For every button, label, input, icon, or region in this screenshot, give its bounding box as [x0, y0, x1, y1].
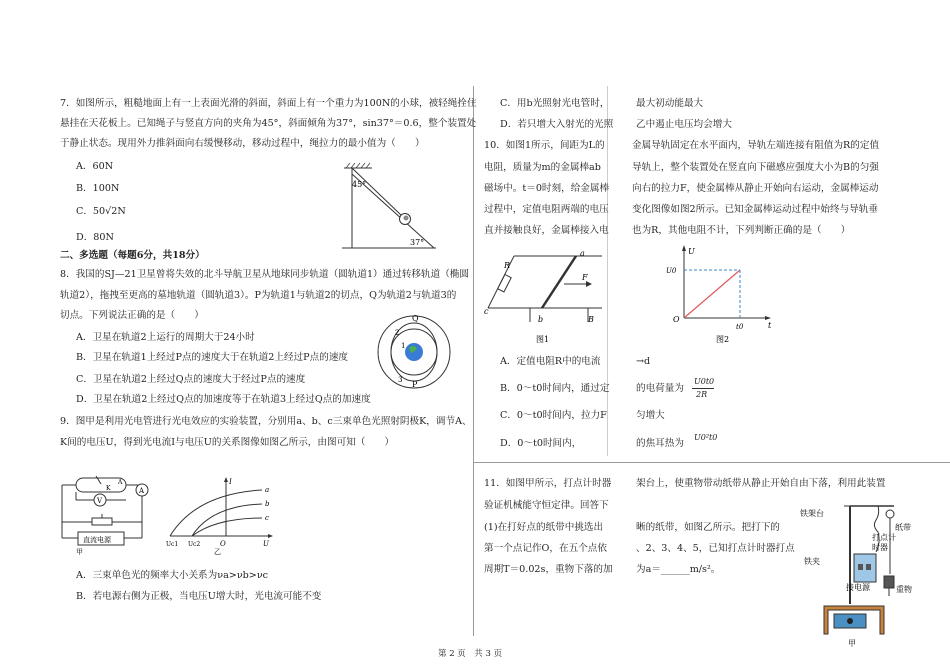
graph-uc1-label: Uc1	[166, 541, 179, 548]
weight-label: 重物	[896, 585, 912, 594]
q9-option-c: C．用b光照射光电管时，	[500, 98, 610, 109]
voltmeter-label: V	[97, 497, 103, 505]
q10-rail-figure	[484, 244, 604, 344]
power-connect-label: 接电源	[846, 583, 870, 592]
dc-power-label: 直流电源	[83, 536, 111, 544]
curve-a-label: a	[265, 486, 270, 494]
figure-yi-label: 乙	[214, 548, 221, 556]
q9-option-c-tail: 最大初动能最大	[636, 98, 704, 109]
q11-line-1: 11．如图甲所示，打点计时器	[484, 478, 612, 489]
q10-line-4: 过程中，定值电阻两端的电压	[484, 204, 609, 215]
figure-1-caption: 图1	[536, 335, 550, 344]
q10-voltage-graph	[664, 244, 774, 344]
q10-option-a-tail: →d	[636, 356, 651, 367]
q7-option-a: A．60N	[76, 161, 114, 172]
rail-f-label: F	[582, 273, 588, 282]
q11-line-3: (1)在打好点的纸带中挑选出	[484, 522, 604, 533]
figure-jia-label: 甲	[76, 548, 83, 556]
q10-option-d-fraction: U0²t0	[694, 433, 718, 442]
q11-line-5-tail: 为a＝______m/s²。	[636, 564, 721, 575]
rail-c-label: c	[484, 307, 489, 316]
q10-option-b-numerator: U0t0	[694, 377, 715, 386]
orbit-2-label: 2	[395, 329, 400, 337]
q8-orbit-figure	[374, 310, 454, 390]
curve-b-label: b	[265, 500, 270, 508]
q10-line-5-tail: 也为R，其他电阻不计，下列判断正确的是（ ）	[632, 225, 851, 236]
q9-option-d: D．若只增大入射光的光照	[500, 119, 614, 130]
q7-angle-top: 45°	[352, 180, 367, 189]
q11-apparatus-figure	[800, 494, 920, 654]
orbit-p-label: P	[412, 380, 418, 389]
q8-option-a: A．卫星在轨道2上运行的周期大于24小时	[76, 332, 255, 343]
q9-line-2: K间的电压U，得到光电流I与电压U的关系图像如图乙所示，由图可知（ ）	[60, 437, 395, 448]
graph2-u0-label: U0	[666, 267, 677, 275]
q10-option-a: A．定值电阻R中的电流	[500, 356, 601, 367]
q7-incline-figure	[338, 160, 438, 250]
q10-option-b: B．0～t0时间内，通过定	[500, 383, 610, 394]
q10-option-c-tail: 匀增大	[636, 410, 665, 421]
q9-iu-graph	[166, 474, 276, 554]
graph2-t-label: t	[768, 321, 772, 330]
q7-line-3: 于静止状态。现用外力推斜面向右缓慢移动，移动过程中，绳拉力的最小值为（ ）	[60, 138, 425, 149]
q10-option-b-tail: 的电荷量为	[636, 383, 684, 394]
q7-option-b: B．100N	[76, 183, 120, 194]
q10-option-c: C．0～t0时间内，拉力F	[500, 410, 607, 421]
figure-jia-caption: 甲	[848, 639, 856, 648]
row-divider	[474, 462, 950, 463]
q10-line-3-tail: 向右的拉力F，使金属棒从静止开始向右运动，金属棒运动	[632, 183, 879, 194]
phototube-k-label: K	[106, 485, 111, 492]
q7-line-1: 7．如图所示，粗糙地面上有一上表面光滑的斜面，斜面上有一个重力为100N的小球，被轻绳拴住	[60, 98, 477, 109]
phototube-a-label: A	[118, 479, 123, 486]
q11-line-3-tail: 晰的纸带，如图乙所示。把打下的	[636, 522, 780, 533]
curve-c-label: c	[265, 514, 269, 522]
graph2-o-label: O	[673, 315, 680, 324]
q11-line-5: 周期T＝0.02s，重物下落的加	[484, 564, 613, 575]
q10-line-2: 电阻，质量为m的金属棒ab	[484, 162, 601, 173]
rail-r-label: R	[504, 261, 511, 270]
q8-line-1: 8．我国的SJ—21卫星曾将失效的北斗导航卫星从地球同步轨道（圆轨道1）通过转移轨道（椭圆	[60, 269, 469, 280]
q9-option-a: A．三束单色光的频率大小关系为νa>νb>νc	[76, 570, 269, 581]
q10-line-1: 10．如图1所示，间距为L的	[484, 140, 605, 151]
q10-option-b-denominator: 2R	[696, 390, 708, 399]
q11-line-4: 第一个点记作O，在五个点依	[484, 543, 607, 554]
q10-line-3: 磁场中。t＝0时刻，给金属棒	[484, 183, 610, 194]
q7-option-d: D．80N	[76, 232, 114, 243]
q10-line-5: 直并接触良好，金属棒接入电	[484, 225, 609, 236]
q9-option-d-tail: 乙中遏止电压均会增大	[636, 119, 732, 130]
orbit-1-label: 1	[401, 342, 406, 350]
graph2-u-label: U	[688, 247, 695, 256]
column-divider	[473, 86, 474, 636]
graph-o-label: O	[220, 540, 226, 548]
timer-label-1: 打点计	[872, 533, 896, 542]
q8-line-2: 轨道2），拖拽至更高的墓地轨道（圆轨道3）。P为轨道1与轨道2的切点，Q为轨道2与轨道3的	[60, 290, 457, 301]
q10-option-d: D．0～t0时间内，	[500, 438, 582, 449]
graph2-t0-label: t0	[736, 323, 744, 331]
earth-icon	[405, 343, 423, 361]
q8-option-b: B．卫星在轨道1上经过P点的速度大于在轨道2上经过P点的速度	[76, 352, 349, 363]
q11-line-2: 验证机械能守恒定律。回答下	[484, 500, 609, 511]
graph-i-label: I	[229, 478, 232, 486]
q8-option-c: C．卫星在轨道2上经过Q点的速度大于经过P点的速度	[76, 374, 306, 385]
q9-line-1: 9．图甲是利用光电管进行光电效应的实验装置，分别用a、b、c三束单色光照射阴极K，调节A、	[60, 416, 472, 427]
q7-line-2: 悬挂在天花板上。已知绳子与竖直方向的夹角为45°，斜面倾角为37°，sin37°＝0.6，整个装置处	[60, 118, 477, 129]
graph-uc2-label: Uc2	[188, 541, 201, 548]
q11-line-4-tail: 、2、3、4、5，已知打点计时器打点	[636, 543, 795, 554]
q10-line-2-tail: 导轨上，整个装置处在竖直向下磁感应强度大小为B的匀强	[632, 162, 879, 173]
tape-label: 纸带	[895, 523, 911, 532]
ammeter-label: A	[139, 487, 145, 495]
q8-line-3: 切点。下列说法正确的是（ ）	[60, 310, 204, 321]
q10-line-1-tail: 金属导轨固定在水平面内，导轨左端连接有阻值为R的定值	[632, 140, 880, 151]
timer-label-2: 时器	[872, 543, 888, 552]
q11-line-1-tail: 架台上，使重物带动纸带从静止开始自由下落，利用此装置	[636, 478, 886, 489]
q7-angle-bottom: 37°	[410, 238, 425, 247]
q9-circuit-figure	[56, 474, 166, 554]
q10-line-4-tail: 变化图像如图2所示。已知金属棒运动过程中始终与导轨垂	[632, 204, 878, 215]
clip-label: 铁夹	[804, 557, 820, 566]
rail-b-label: b	[538, 315, 544, 324]
figure-2-caption: 图2	[716, 335, 730, 344]
rail-a-label: a	[580, 249, 585, 258]
stand-label: 铁架台	[800, 509, 824, 518]
fold-divider	[607, 86, 608, 456]
rail-field-label: B	[588, 315, 594, 324]
graph-u-label: U	[263, 540, 269, 548]
q7-option-c: C．50√2N	[76, 206, 126, 217]
q8-option-d: D．卫星在轨道2上经过Q点的加速度等于在轨道3上经过Q点的加速度	[76, 394, 371, 405]
page-footer: 第 2 页 共 3 页	[438, 649, 503, 659]
q9-option-b: B．若电源右侧为正极，当电压U增大时，光电流可能不变	[76, 591, 322, 602]
q10-option-d-tail: 的焦耳热为	[636, 438, 684, 449]
section-multiple-choice-title: 二、多选题（每题6分，共18分）	[60, 250, 205, 261]
orbit-3-label: 3	[398, 376, 403, 384]
orbit-q-label: Q	[412, 314, 419, 323]
